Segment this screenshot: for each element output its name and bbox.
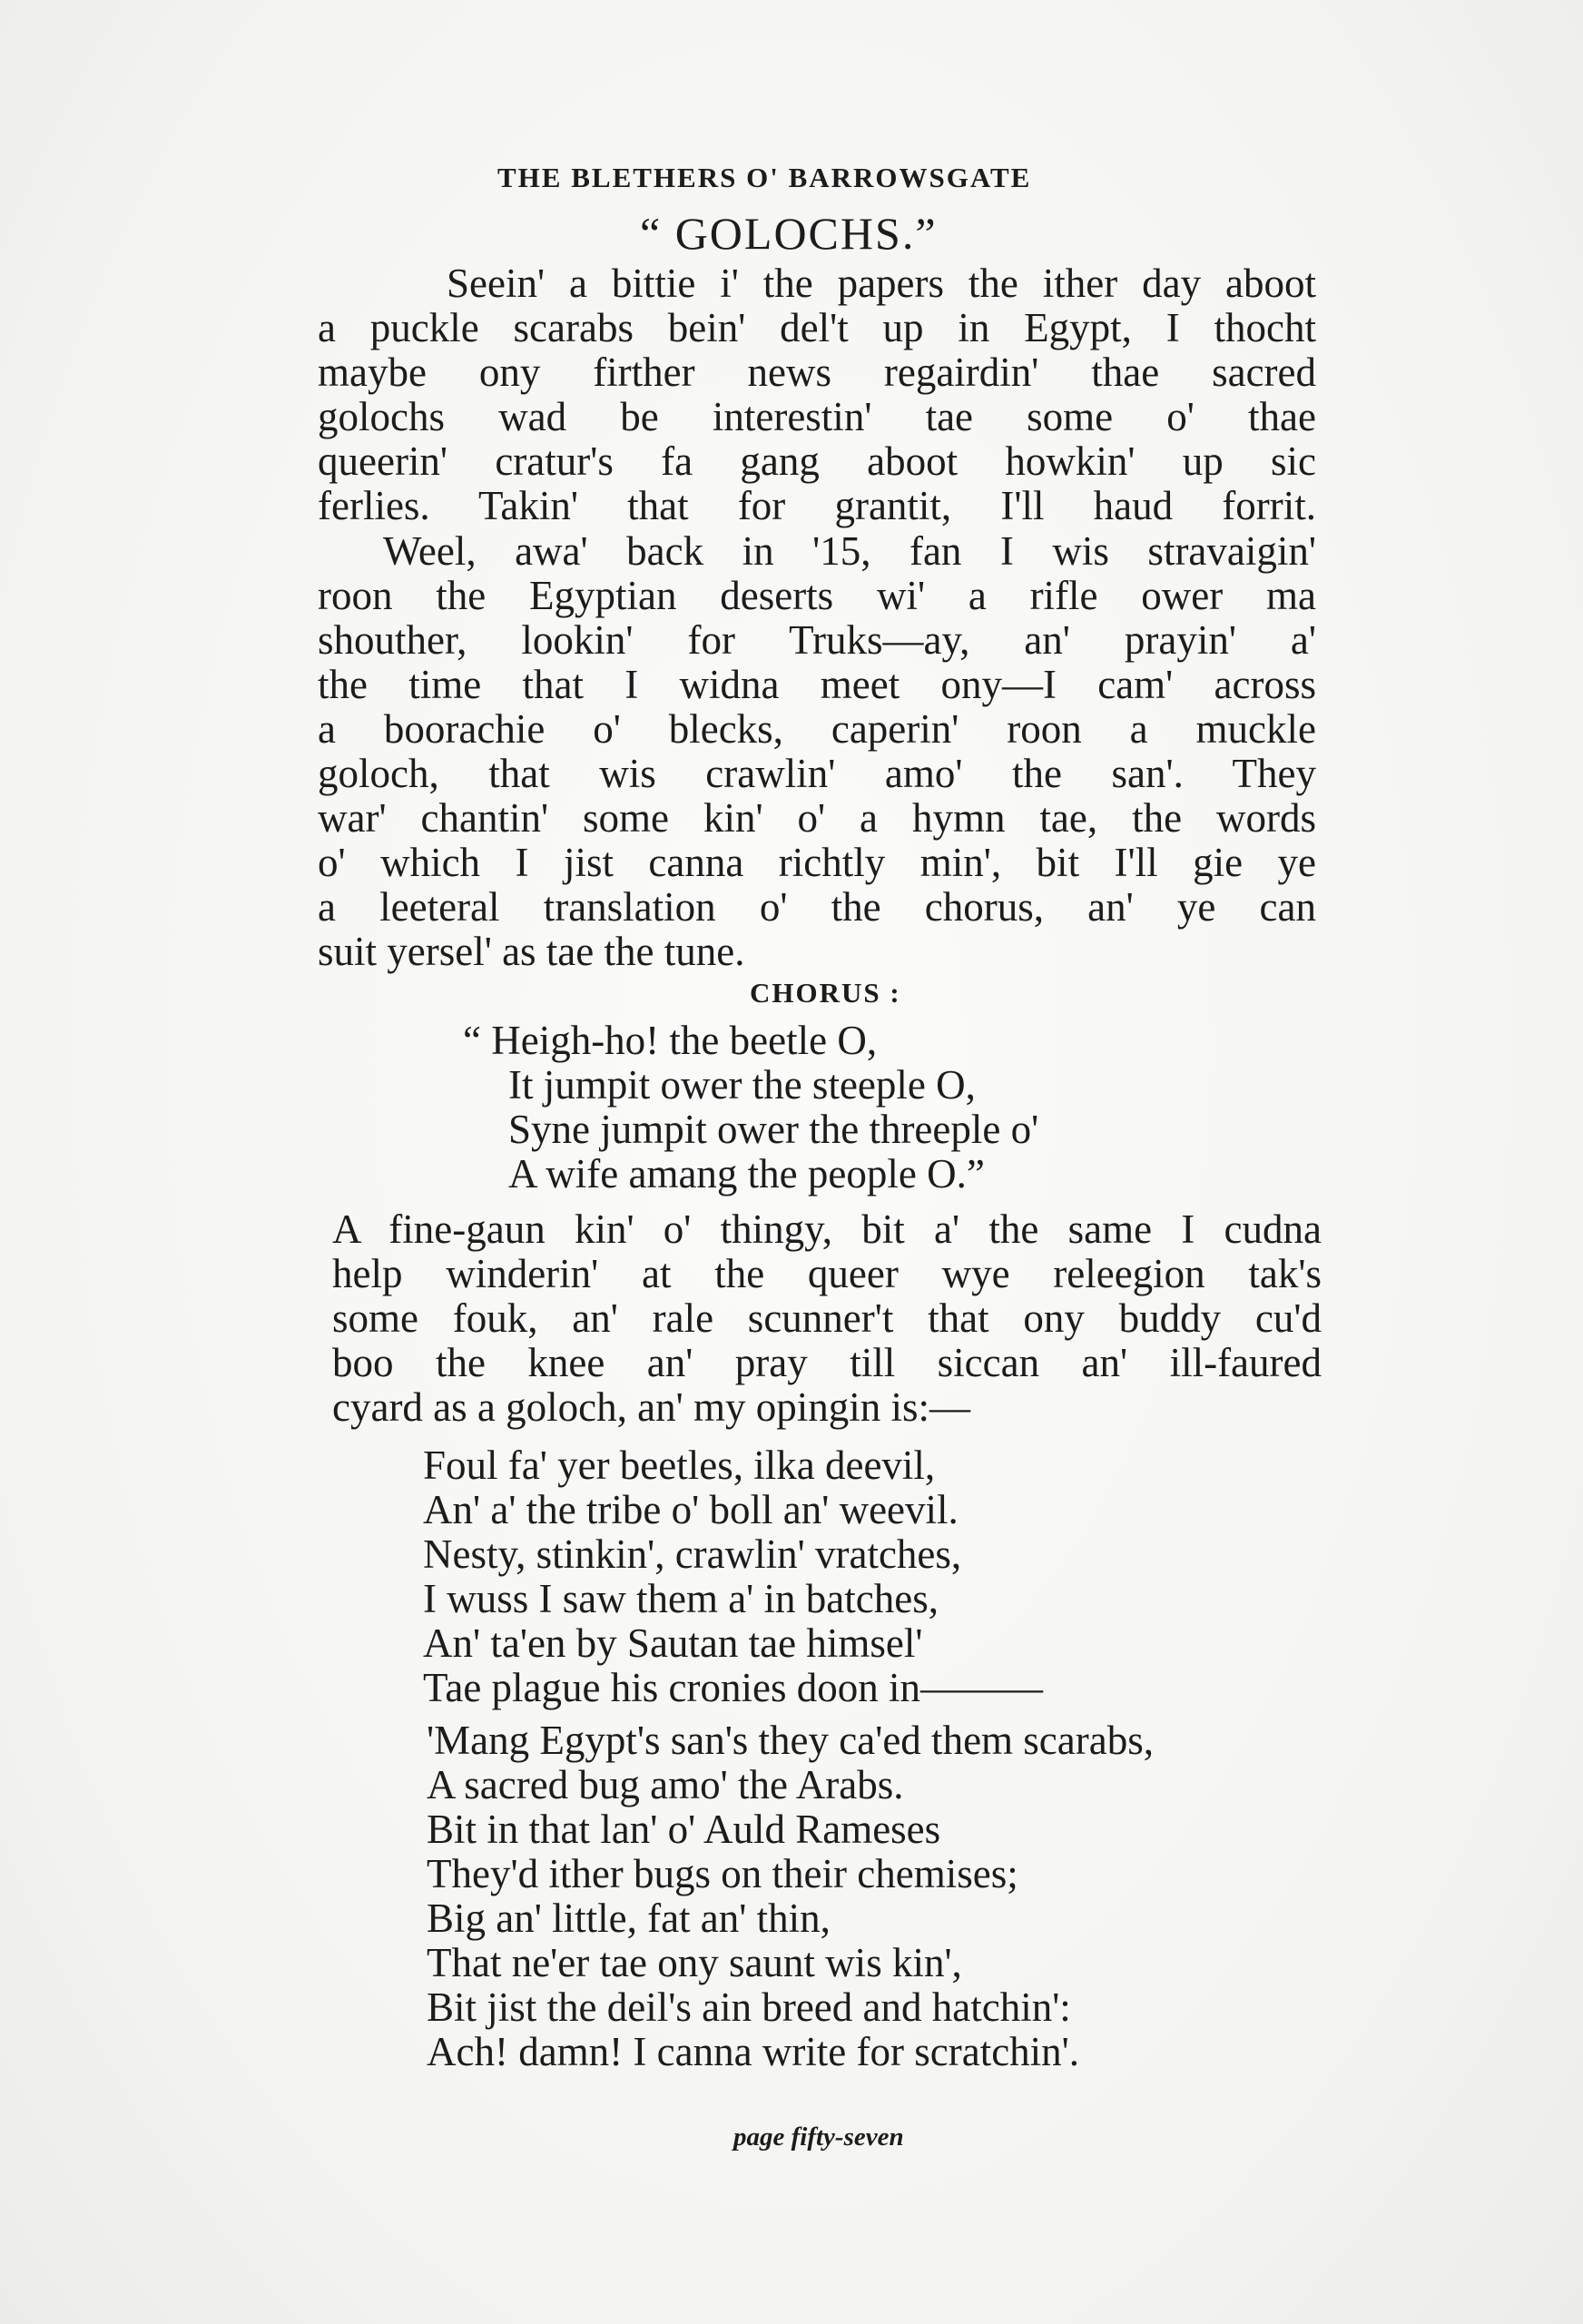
verse-line: Tae plague his cronies doon in——— — [423, 1665, 1043, 1710]
article-title: “ GOLOCHS.” — [640, 208, 938, 259]
text-line: roon the Egyptian deserts wi' a rifle ower ma — [318, 573, 1316, 618]
text-line: war' chantin' some kin' o' a hymn tae, the words — [318, 795, 1316, 841]
verse-line: They'd ither bugs on their chemises; — [427, 1851, 1018, 1896]
verse-line: A sacred bug amo' the Arabs. — [427, 1762, 904, 1807]
text-line: suit yersel' as tae the tune. — [318, 929, 745, 974]
verse-line: Foul fa' yer beetles, ilka deevil, — [423, 1443, 936, 1488]
poem-stanza-2 — [427, 1718, 1154, 2074]
verse-line: Nesty, stinkin', crawlin' vratches, — [423, 1531, 962, 1577]
text-line: help winderin' at the queer wye releegion tak's — [332, 1251, 1322, 1296]
text-line: queerin' cratur's fa gang aboot howkin' up sic — [318, 438, 1316, 484]
text-line: golochs wad be interestin' tae some o' thae — [318, 394, 1316, 439]
verse-line: An' a' the tribe o' boll an' weevil. — [423, 1487, 959, 1532]
text-line: Weel, awa' back in '15, fan I wis stravaigin' — [383, 528, 1316, 574]
text-line: boo the knee an' pray till siccan an' ill-faured — [332, 1340, 1322, 1385]
verse-line: A wife amang the people O.” — [508, 1151, 985, 1196]
text-line: a boorachie o' blecks, caperin' roon a muckle — [318, 706, 1316, 752]
text-line: ferlies. Takin' that for grantit, I'll haud forrit. — [318, 483, 1316, 528]
chorus-label: CHORUS : — [750, 977, 901, 1009]
verse-line: An' ta'en by Sautan tae himsel' — [423, 1620, 923, 1666]
verse-line: I wuss I saw them a' in batches, — [423, 1576, 939, 1621]
verse-line: Syne jumpit ower the threeple o' — [508, 1107, 1039, 1152]
running-head: THE BLETHERS O' BARROWSGATE — [497, 162, 1032, 193]
text-line: cyard as a goloch, an' my opingin is:— — [332, 1384, 970, 1430]
paragraph-2 — [318, 529, 1316, 974]
verse-line: 'Mang Egypt's san's they ca'ed them scarabs, — [427, 1718, 1154, 1763]
paragraph-3 — [332, 1207, 1322, 1430]
text-line: A fine-gaun kin' o' thingy, bit a' the same I cudna — [332, 1206, 1322, 1252]
text-line: the time that I widna meet ony—I cam' across — [318, 662, 1316, 707]
chorus-verse — [463, 1019, 1038, 1196]
text-line: goloch, that wis crawlin' amo' the san'. They — [318, 751, 1316, 796]
verse-line: Bit in that lan' o' Auld Rameses — [427, 1807, 941, 1852]
verse-line: Ach! damn! I canna write for scratchin'. — [427, 2029, 1080, 2074]
verse-line: It jumpit ower the steeple O, — [508, 1062, 976, 1108]
verse-line: Big an' little, fat an' thin, — [427, 1896, 831, 1941]
text-line: shouther, lookin' for Truks—ay, an' prayin' a' — [318, 617, 1316, 663]
text-line: a leeteral translation o' the chorus, an' ye can — [318, 884, 1316, 930]
text-line: Seein' a bittie i' the papers the ither day aboot — [447, 261, 1316, 306]
poem-stanza-1 — [423, 1443, 1043, 1710]
verse-line: Bit jist the deil's ain breed and hatchin': — [427, 1984, 1071, 2030]
verse-line: “ Heigh-ho! the beetle O, — [463, 1018, 878, 1063]
text-line: maybe ony firther news regairdin' thae sacred — [318, 350, 1316, 395]
text-line: o' which I jist canna richtly min', bit I'll gie ye — [318, 840, 1316, 885]
text-line: a puckle scarabs bein' del't up in Egypt, I thocht — [318, 305, 1316, 350]
verse-line: That ne'er tae ony saunt wis kin', — [427, 1940, 962, 1985]
page-number: page fifty-seven — [733, 2122, 904, 2152]
text-line: some fouk, an' rale scunner't that ony buddy cu'd — [332, 1295, 1322, 1341]
paragraph-1 — [318, 261, 1316, 528]
